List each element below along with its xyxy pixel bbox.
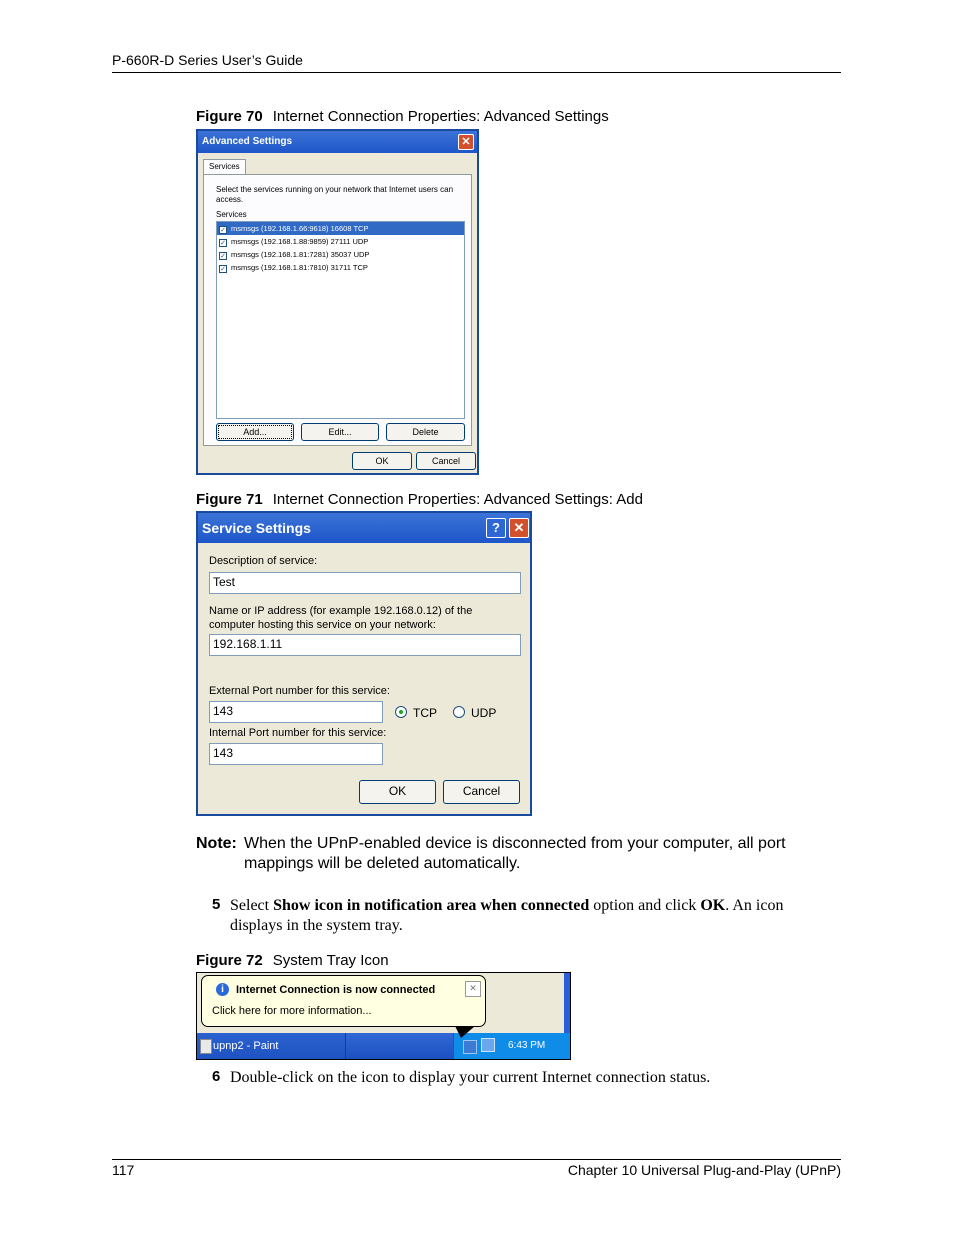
balloon-pointer — [455, 1026, 475, 1038]
step-5-post: . An icon — [725, 897, 784, 914]
window-edge — [564, 973, 570, 1033]
figure-72-title: System Tray Icon — [272, 952, 389, 969]
advanced-settings-title: Advanced Settings — [202, 136, 293, 147]
figure-70-caption — [196, 108, 609, 125]
step-5-ok: OK — [700, 897, 726, 914]
figure-72-caption — [196, 952, 389, 969]
system-tray-screenshot — [196, 972, 571, 1060]
note-line1: When the UPnP-enabled device is disconnected from your computer, all port — [244, 835, 786, 852]
paint-app-icon — [200, 1039, 212, 1054]
close-icon[interactable]: ✕ — [509, 518, 529, 538]
note — [196, 834, 237, 854]
service-settings-dialog — [196, 511, 532, 816]
services-tab-panel — [203, 174, 472, 446]
external-port-field[interactable]: 143 — [209, 701, 383, 723]
host-label-line1: Name or IP address (for example 192.168.0.12) of the — [209, 605, 473, 617]
list-item[interactable]: ✓ msmsgs (192.168.1.81:7281) 35037 UDP — [220, 250, 370, 260]
close-icon[interactable]: ✕ — [465, 981, 481, 997]
figure-71-label: Figure 71 — [196, 491, 263, 508]
taskbar-item-label: upnp2 - Paint — [213, 1040, 279, 1052]
page-number: 117 — [112, 1162, 135, 1178]
figure-70-label: Figure 70 — [196, 108, 263, 125]
add-button[interactable]: Add... — [216, 423, 294, 441]
step-6-text: Double-click on the icon to display your current Internet connection status. — [230, 1069, 711, 1086]
figure-72-label: Figure 72 — [196, 952, 263, 969]
balloon-title: Internet Connection is now connected — [236, 984, 436, 996]
tab-services[interactable]: Services — [203, 159, 246, 175]
step-5-mid: option and click — [589, 897, 701, 914]
note-line2: mappings will be deleted automatically. — [244, 855, 521, 872]
balloon-text: Click here for more information... — [212, 1005, 372, 1017]
figure-70-title: Internet Connection Properties: Advanced Settings — [272, 108, 609, 125]
description-field[interactable]: Test — [209, 572, 521, 594]
network-connection-icon[interactable] — [463, 1040, 477, 1054]
host-address-field[interactable]: 192.168.1.11 — [209, 634, 521, 656]
step-5-line2: displays in the system tray. — [230, 917, 403, 934]
ok-button[interactable]: OK — [352, 452, 412, 470]
checkbox[interactable]: ✓ — [220, 227, 226, 234]
udp-radio[interactable] — [453, 706, 465, 718]
checkbox[interactable]: ✓ — [220, 240, 226, 247]
edit-button[interactable]: Edit... — [301, 423, 379, 441]
step-5-number: 5 — [212, 896, 221, 913]
checkbox[interactable]: ✓ — [220, 266, 226, 273]
tcp-radio[interactable] — [395, 706, 407, 718]
checkbox[interactable]: ✓ — [220, 253, 226, 260]
step-5-pre: Select — [230, 897, 274, 914]
internal-port-label: Internal Port number for this service: — [209, 727, 387, 739]
taskbar-button-paint[interactable] — [197, 1033, 346, 1060]
advanced-settings-titlebar — [198, 131, 477, 153]
notification-balloon[interactable] — [201, 975, 486, 1027]
internal-port-field[interactable]: 143 — [209, 743, 383, 765]
description-label: Description of service: — [209, 555, 318, 567]
clock: 6:43 PM — [508, 1040, 546, 1051]
step-5-option-name: Show icon in notification area when connected — [273, 897, 590, 914]
chapter-title: Chapter 10 Universal Plug-and-Play (UPnP) — [567, 1162, 841, 1178]
delete-button[interactable]: Delete — [386, 423, 465, 441]
host-label-line2: computer hosting this service on your network: — [209, 619, 436, 631]
cancel-button[interactable]: Cancel — [416, 452, 476, 470]
advanced-settings-dialog — [196, 129, 479, 475]
radio-selected-dot — [399, 710, 403, 714]
service-settings-title: Service Settings — [202, 520, 311, 536]
footer-rule — [112, 1159, 841, 1160]
service-settings-titlebar — [198, 513, 530, 543]
close-icon[interactable]: ✕ — [458, 134, 474, 150]
ok-button[interactable]: OK — [359, 780, 436, 804]
step-6-number: 6 — [212, 1068, 221, 1085]
note-label: Note: — [196, 835, 237, 852]
figure-71-caption — [196, 491, 643, 508]
services-list[interactable] — [216, 221, 465, 419]
upnp-device-icon[interactable] — [481, 1038, 495, 1052]
figure-71-title: Internet Connection Properties: Advanced Settings: Add — [272, 491, 643, 508]
list-item[interactable]: ✓ msmsgs (192.168.1.66:9618) 16608 TCP — [217, 222, 464, 235]
help-icon[interactable]: ? — [486, 518, 506, 538]
tcp-label: TCP — [413, 706, 437, 720]
list-item[interactable]: ✓ msmsgs (192.168.1.88:9859) 27111 UDP — [220, 237, 369, 247]
cancel-button[interactable]: Cancel — [443, 780, 520, 804]
services-label: Services — [216, 210, 247, 219]
udp-label: UDP — [471, 706, 497, 720]
header-rule — [112, 72, 841, 73]
running-header: P-660R-D Series User’s Guide — [112, 52, 303, 68]
info-icon: i — [216, 983, 229, 996]
list-item[interactable]: ✓ msmsgs (192.168.1.81:7810) 31711 TCP — [220, 263, 368, 273]
services-description: Select the services running on your network that Internet users can access. — [216, 185, 454, 204]
external-port-label: External Port number for this service: — [209, 685, 390, 697]
step-5-text — [230, 896, 783, 916]
